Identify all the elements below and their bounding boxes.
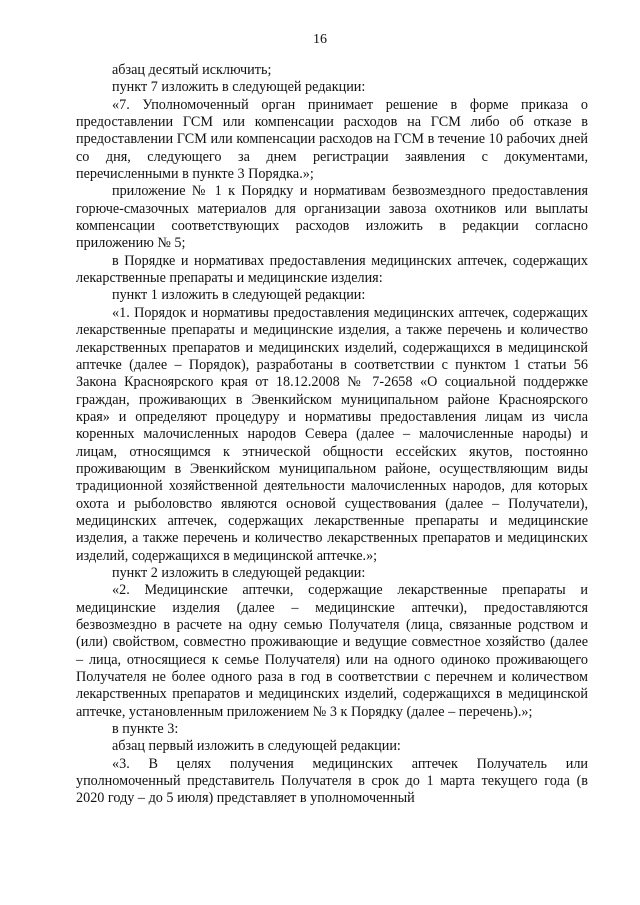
paragraph-4: приложение № 1 к Порядку и нормативам безвозмездного предоставления горюче-смазочных материалов для организации завоза охотников или выплаты компенсации соответствующих расходов изложить в редакции согласно приложению № 5; — [76, 183, 588, 252]
paragraph-6: пункт 1 изложить в следующей редакции: — [112, 287, 366, 304]
paragraph-9: «2. Медицинские аптечки, содержащие лекарственные препараты и медицинские изделия (далее – медицинские аптечки), предоставляются безвозмездно в расчете на одну семью Получателя (лица, связанные родством и (или) свойством, совместно проживающие и ведущие совместное хозяйство (далее – лица, относящиеся к семье Получателя) или на одного одиноко проживающего Получателя не более одного раза в год в соответствии с перечнем и количеством лекарственных препаратов и медицинских изделий, содержащихся в медицинской аптечке, установленным приложением № 3 к Порядку (далее – перечень).»; — [76, 582, 588, 720]
paragraph-11: абзац первый изложить в следующей редакции: — [112, 738, 401, 755]
document-body — [76, 62, 588, 808]
paragraph-2: пункт 7 изложить в следующей редакции: — [112, 79, 366, 96]
paragraph-1: абзац десятый исключить; — [112, 62, 272, 78]
page-number: 16 — [313, 32, 327, 47]
paragraph-12: «3. В целях получения медицинских аптечек Получатель или уполномоченный представитель Получателя в срок до 1 марта текущего года (в 2020 году – до 5 июля) представляет в уполномоченный — [76, 755, 588, 807]
paragraph-3: «7. Уполномоченный орган принимает решение в форме приказа о предоставлении ГСМ или компенсации расходов на ГСМ либо об отказе в предоставлении ГСМ или компенсации расходов на ГСМ в течение 10 рабочих дней со дня, следующего за днем регистрации заявления с документами, перечисленными в пункте 3 Порядка.»; — [76, 96, 588, 183]
paragraph-7: «1. Порядок и нормативы предоставления медицинских аптечек, содержащих лекарственные препараты и медицинские изделия, а также перечень и количество лекарственных препаратов и медицинских изделий, содержащихся в медицинской аптечке (далее – Порядок), разработаны в соответствии с пунктом 1 статьи 56 Закона Красноярского края от 18.12.2008 № 7-2658 «О социальной поддержке граждан, проживающих в Эвенкийском муниципальном районе Красноярского края» и определяют процедуру и нормативы предоставления лицам из числа коренных малочисленных народов Севера (далее – малочисленные народы) и лицам, относящимся к этнической общности ессейских якутов, постоянно проживающим в Эвенкийском муниципальном районе, осуществляющим виды традиционной хозяйственной деятельности малочисленных народов, для которых охота и рыболовство являются основой существования (далее – Получатели), медицинских аптечек, содержащих лекарственные препараты и медицинские изделия, а также перечень и количество лекарственных препаратов и медицинских изделий, содержащихся в медицинской аптечке.»; — [76, 304, 588, 564]
paragraph-10: в пункте 3: — [112, 721, 179, 738]
paragraph-8: пункт 2 изложить в следующей редакции: — [112, 564, 366, 581]
paragraph-5: в Порядке и нормативах предоставления медицинских аптечек, содержащих лекарственные препараты и медицинские изделия: — [76, 252, 588, 287]
